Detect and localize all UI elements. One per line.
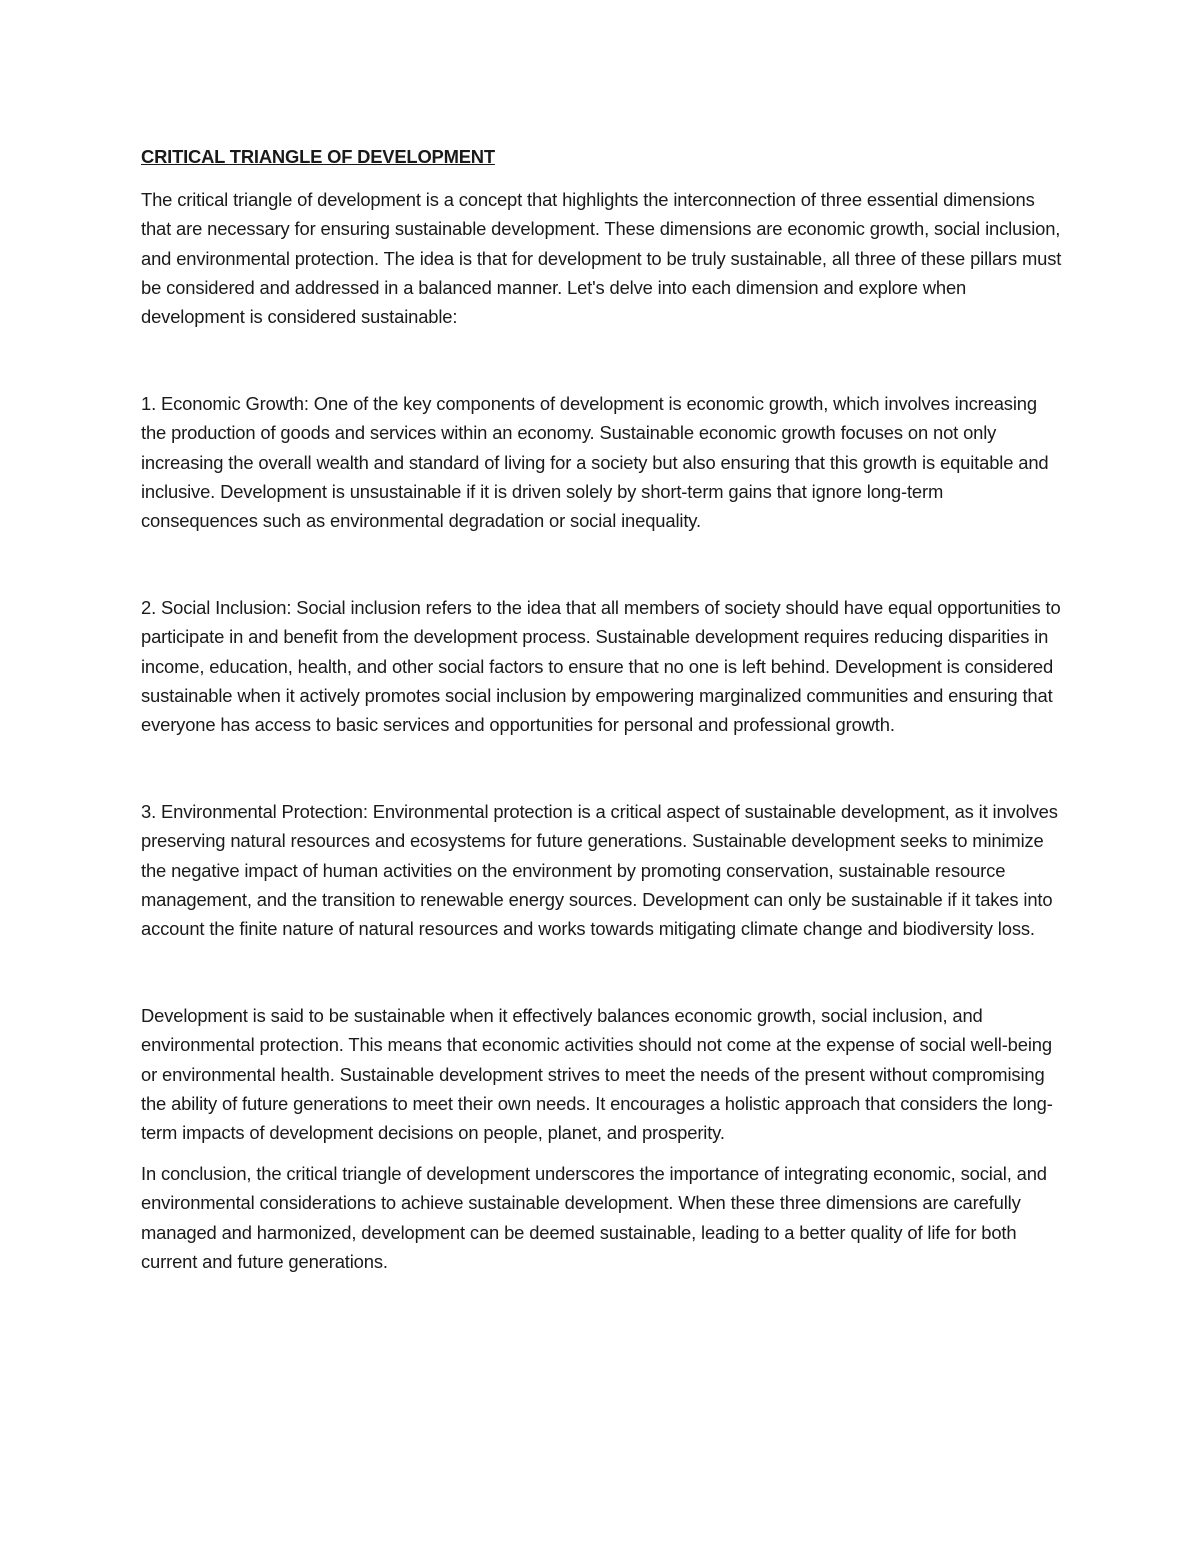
document-body <box>141 142 1063 1276</box>
section-economic-growth: 1. Economic Growth: One of the key components of development is economic growth, which involves increasing the production of goods and services within an economy. Sustainable economic growth focuses on not only increasing the overall wealth and standard of living for a society but also ensuring that this growth is equitable and inclusive. Development is unsustainable if it is driven solely by short-term gains that ignore long-term consequences such as environmental degradation or social inequality. <box>141 393 1049 532</box>
section-environmental-protection: 3. Environmental Protection: Environmental protection is a critical aspect of sustainable development, as it involves preserving natural resources and ecosystems for future generations. Sustainable development seeks to minimize the negative impact of human activities on the environment by promoting conservation, sustainable resource management, and the transition to renewable energy sources. Development can only be sustainable if it takes into account the finite nature of natural resources and works towards mitigating climate change and biodiversity loss. <box>141 801 1058 940</box>
paragraph-spacer <box>141 739 1063 797</box>
intro-paragraph: The critical triangle of development is a concept that highlights the interconnection of three essential dimensions that are necessary for ensuring sustainable development. These dimensions are economic growth, social inclusion, and environmental protection. The idea is that for development to be truly sustainable, all three of these pillars must be considered and addressed in a balanced manner. Let's delve into each dimension and explore when development is considered sustainable: <box>141 189 1062 328</box>
paragraph-spacer <box>141 943 1063 1001</box>
paragraph-spacer <box>141 331 1063 389</box>
paragraph-spacer <box>141 1147 1063 1159</box>
document-title: CRITICAL TRIANGLE OF DEVELOPMENT <box>141 146 495 167</box>
section-social-inclusion: 2. Social Inclusion: Social inclusion refers to the idea that all members of society should have equal opportunities to participate in and benefit from the development process. Sustainable development requires reducing disparities in income, education, health, and other social factors to ensure that no one is left behind. Development is considered sustainable when it actively promotes social inclusion by empowering marginalized communities and ensuring that everyone has access to basic services and opportunities for personal and professional growth. <box>141 597 1061 736</box>
summary-paragraph: Development is said to be sustainable when it effectively balances economic growth, social inclusion, and environmental protection. This means that economic activities should not come at the expense of social well-being or environmental health. Sustainable development strives to meet the needs of the present without compromising the ability of future generations to meet their own needs. It encourages a holistic approach that considers the long-term impacts of development decisions on people, planet, and prosperity. <box>141 1005 1053 1144</box>
conclusion-paragraph: In conclusion, the critical triangle of development underscores the importance of integrating economic, social, and environmental considerations to achieve sustainable development. When these three dimensions are carefully managed and harmonized, development can be deemed sustainable, leading to a better quality of life for both current and future generations. <box>141 1163 1047 1272</box>
paragraph-spacer <box>141 535 1063 593</box>
